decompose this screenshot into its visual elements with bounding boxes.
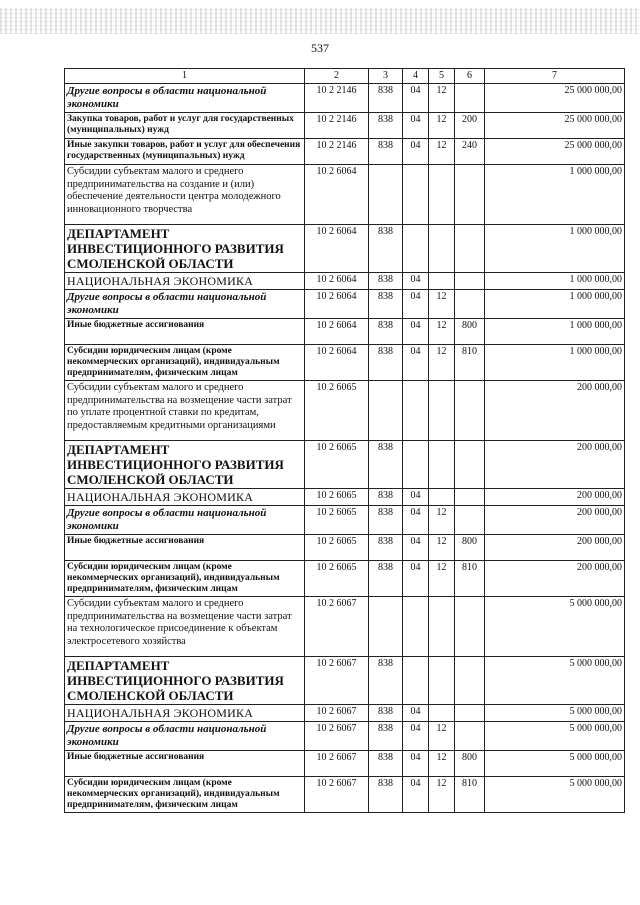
row-amount-cell: 1 000 000,00 <box>485 273 625 290</box>
row-expense-type-cell: 810 <box>455 777 485 813</box>
row-code-cell: 10 2 6067 <box>305 597 369 657</box>
row-admin-cell: 838 <box>369 506 403 535</box>
row-name-cell: НАЦИОНАЛЬНАЯ ЭКОНОМИКА <box>65 489 305 506</box>
row-amount-cell: 200 000,00 <box>485 535 625 561</box>
row-amount-cell: 200 000,00 <box>485 489 625 506</box>
row-admin-cell: 838 <box>369 84 403 113</box>
row-subsection-cell <box>429 597 455 657</box>
row-name-cell: Субсидии юридическим лицам (кроме некоммерческих организаций), индивидуальным предпринимателям, физическим лицам <box>65 345 305 381</box>
row-subsection-cell <box>429 489 455 506</box>
table-row <box>65 705 625 722</box>
row-name-cell: Закупка товаров, работ и услуг для государственных (муниципальных) нужд <box>65 113 305 139</box>
row-expense-type-cell <box>455 489 485 506</box>
row-amount-cell: 25 000 000,00 <box>485 113 625 139</box>
row-amount-cell: 200 000,00 <box>485 561 625 597</box>
header-cell: 5 <box>429 69 455 84</box>
row-amount-cell: 200 000,00 <box>485 381 625 441</box>
row-amount-cell: 1 000 000,00 <box>485 319 625 345</box>
row-admin-cell: 838 <box>369 751 403 777</box>
row-subsection-cell: 12 <box>429 84 455 113</box>
row-expense-type-cell <box>455 597 485 657</box>
row-section-cell: 04 <box>403 319 429 345</box>
header-cell: 3 <box>369 69 403 84</box>
row-expense-type-cell <box>455 225 485 273</box>
row-admin-cell: 838 <box>369 777 403 813</box>
row-name-cell: Другие вопросы в области национальной экономики <box>65 84 305 113</box>
table-row <box>65 441 625 489</box>
row-section-cell: 04 <box>403 139 429 165</box>
row-amount-cell: 5 000 000,00 <box>485 751 625 777</box>
row-section-cell: 04 <box>403 751 429 777</box>
row-code-cell: 10 2 6067 <box>305 751 369 777</box>
row-code-cell: 10 2 6064 <box>305 319 369 345</box>
row-admin-cell: 838 <box>369 273 403 290</box>
table-row <box>65 657 625 705</box>
row-expense-type-cell: 200 <box>455 113 485 139</box>
table-row <box>65 722 625 751</box>
row-amount-cell: 5 000 000,00 <box>485 777 625 813</box>
row-code-cell: 10 2 6065 <box>305 506 369 535</box>
row-code-cell: 10 2 6067 <box>305 657 369 705</box>
row-subsection-cell <box>429 381 455 441</box>
table-row <box>65 751 625 777</box>
row-subsection-cell: 12 <box>429 290 455 319</box>
row-section-cell: 04 <box>403 535 429 561</box>
header-cell: 2 <box>305 69 369 84</box>
row-subsection-cell: 12 <box>429 139 455 165</box>
row-section-cell <box>403 657 429 705</box>
row-section-cell: 04 <box>403 722 429 751</box>
row-amount-cell: 25 000 000,00 <box>485 84 625 113</box>
table-row <box>65 777 625 813</box>
row-admin-cell: 838 <box>369 319 403 345</box>
header-cell: 1 <box>65 69 305 84</box>
table-row <box>65 165 625 225</box>
row-subsection-cell <box>429 165 455 225</box>
table-row <box>65 113 625 139</box>
row-amount-cell: 5 000 000,00 <box>485 705 625 722</box>
row-expense-type-cell <box>455 84 485 113</box>
row-code-cell: 10 2 6065 <box>305 489 369 506</box>
table-row <box>65 535 625 561</box>
row-subsection-cell <box>429 705 455 722</box>
row-section-cell <box>403 441 429 489</box>
row-amount-cell: 1 000 000,00 <box>485 225 625 273</box>
row-name-cell: Субсидии юридическим лицам (кроме некоммерческих организаций), индивидуальным предпринимателям, физическим лицам <box>65 777 305 813</box>
row-amount-cell: 25 000 000,00 <box>485 139 625 165</box>
row-admin-cell: 838 <box>369 657 403 705</box>
row-code-cell: 10 2 2146 <box>305 139 369 165</box>
row-subsection-cell: 12 <box>429 319 455 345</box>
row-admin-cell <box>369 165 403 225</box>
row-expense-type-cell <box>455 290 485 319</box>
row-code-cell: 10 2 2146 <box>305 84 369 113</box>
row-expense-type-cell <box>455 506 485 535</box>
table-row <box>65 489 625 506</box>
row-code-cell: 10 2 6064 <box>305 345 369 381</box>
row-admin-cell: 838 <box>369 705 403 722</box>
row-expense-type-cell <box>455 441 485 489</box>
row-code-cell: 10 2 6065 <box>305 561 369 597</box>
row-amount-cell: 5 000 000,00 <box>485 657 625 705</box>
page-number: 537 <box>311 41 329 55</box>
row-section-cell: 04 <box>403 489 429 506</box>
row-section-cell: 04 <box>403 113 429 139</box>
header-cell: 7 <box>485 69 625 84</box>
table-row <box>65 381 625 441</box>
row-expense-type-cell <box>455 657 485 705</box>
header-cell: 6 <box>455 69 485 84</box>
row-name-cell: НАЦИОНАЛЬНАЯ ЭКОНОМИКА <box>65 273 305 290</box>
row-subsection-cell: 12 <box>429 751 455 777</box>
row-name-cell: Другие вопросы в области национальной экономики <box>65 506 305 535</box>
row-expense-type-cell: 240 <box>455 139 485 165</box>
row-subsection-cell <box>429 273 455 290</box>
row-subsection-cell <box>429 441 455 489</box>
row-subsection-cell: 12 <box>429 722 455 751</box>
row-section-cell <box>403 597 429 657</box>
row-code-cell: 10 2 6065 <box>305 441 369 489</box>
row-amount-cell: 200 000,00 <box>485 506 625 535</box>
row-name-cell: НАЦИОНАЛЬНАЯ ЭКОНОМИКА <box>65 705 305 722</box>
budget-table <box>64 68 625 813</box>
row-name-cell: Субсидии субъектам малого и среднего предпринимательства на возмещение части затрат по уплате процентной ставки по кредитам, предоставляемым кредитными организациями <box>65 381 305 441</box>
row-name-cell: Другие вопросы в области национальной экономики <box>65 722 305 751</box>
row-expense-type-cell <box>455 165 485 225</box>
row-name-cell: ДЕПАРТАМЕНТ ИНВЕСТИЦИОННОГО РАЗВИТИЯ СМОЛЕНСКОЙ ОБЛАСТИ <box>65 441 305 489</box>
row-expense-type-cell: 800 <box>455 751 485 777</box>
row-admin-cell: 838 <box>369 489 403 506</box>
row-section-cell: 04 <box>403 561 429 597</box>
row-code-cell: 10 2 6067 <box>305 777 369 813</box>
row-amount-cell: 5 000 000,00 <box>485 597 625 657</box>
row-code-cell: 10 2 6067 <box>305 722 369 751</box>
row-section-cell: 04 <box>403 273 429 290</box>
row-name-cell: Другие вопросы в области национальной экономики <box>65 290 305 319</box>
row-section-cell: 04 <box>403 777 429 813</box>
row-section-cell: 04 <box>403 290 429 319</box>
row-code-cell: 10 2 6065 <box>305 381 369 441</box>
table-row <box>65 290 625 319</box>
row-section-cell <box>403 165 429 225</box>
row-expense-type-cell: 810 <box>455 561 485 597</box>
table-row <box>65 345 625 381</box>
row-expense-type-cell: 800 <box>455 535 485 561</box>
row-name-cell: ДЕПАРТАМЕНТ ИНВЕСТИЦИОННОГО РАЗВИТИЯ СМОЛЕНСКОЙ ОБЛАСТИ <box>65 225 305 273</box>
row-admin-cell: 838 <box>369 290 403 319</box>
row-code-cell: 10 2 6065 <box>305 535 369 561</box>
row-expense-type-cell <box>455 722 485 751</box>
row-expense-type-cell <box>455 273 485 290</box>
row-name-cell: Иные бюджетные ассигнования <box>65 751 305 777</box>
row-expense-type-cell: 810 <box>455 345 485 381</box>
row-code-cell: 10 2 6064 <box>305 165 369 225</box>
row-name-cell: Субсидии субъектам малого и среднего предпринимательства на создание и (или) обеспечение деятельности центра молодежного инновационного творчества <box>65 165 305 225</box>
row-amount-cell: 5 000 000,00 <box>485 722 625 751</box>
table-row <box>65 319 625 345</box>
row-admin-cell: 838 <box>369 535 403 561</box>
row-amount-cell: 1 000 000,00 <box>485 345 625 381</box>
row-name-cell: Иные закупки товаров, работ и услуг для обеспечения государственных (муниципальных) нужд <box>65 139 305 165</box>
table-row <box>65 506 625 535</box>
row-subsection-cell: 12 <box>429 535 455 561</box>
row-expense-type-cell: 800 <box>455 319 485 345</box>
row-admin-cell: 838 <box>369 561 403 597</box>
table-row <box>65 139 625 165</box>
row-expense-type-cell <box>455 381 485 441</box>
table-row <box>65 84 625 113</box>
row-admin-cell: 838 <box>369 722 403 751</box>
row-admin-cell: 838 <box>369 345 403 381</box>
row-code-cell: 10 2 6064 <box>305 273 369 290</box>
row-section-cell <box>403 381 429 441</box>
row-subsection-cell: 12 <box>429 561 455 597</box>
row-name-cell: Субсидии субъектам малого и среднего предпринимательства на возмещение части затрат на технологическое присоединение к объектам электросетевого хозяйства <box>65 597 305 657</box>
row-code-cell: 10 2 6064 <box>305 225 369 273</box>
row-section-cell: 04 <box>403 345 429 381</box>
row-admin-cell: 838 <box>369 113 403 139</box>
row-subsection-cell: 12 <box>429 345 455 381</box>
row-admin-cell: 838 <box>369 225 403 273</box>
row-name-cell: ДЕПАРТАМЕНТ ИНВЕСТИЦИОННОГО РАЗВИТИЯ СМОЛЕНСКОЙ ОБЛАСТИ <box>65 657 305 705</box>
row-section-cell: 04 <box>403 84 429 113</box>
table-row <box>65 273 625 290</box>
row-subsection-cell <box>429 657 455 705</box>
row-section-cell: 04 <box>403 506 429 535</box>
row-amount-cell: 1 000 000,00 <box>485 165 625 225</box>
row-code-cell: 10 2 2146 <box>305 113 369 139</box>
row-code-cell: 10 2 6067 <box>305 705 369 722</box>
row-subsection-cell: 12 <box>429 113 455 139</box>
row-admin-cell <box>369 597 403 657</box>
header-row <box>65 69 625 84</box>
row-name-cell: Субсидии юридическим лицам (кроме некоммерческих организаций), индивидуальным предпринимателям, физическим лицам <box>65 561 305 597</box>
table-row <box>65 597 625 657</box>
row-amount-cell: 1 000 000,00 <box>485 290 625 319</box>
row-admin-cell: 838 <box>369 441 403 489</box>
row-amount-cell: 200 000,00 <box>485 441 625 489</box>
row-subsection-cell <box>429 225 455 273</box>
row-admin-cell <box>369 381 403 441</box>
row-code-cell: 10 2 6064 <box>305 290 369 319</box>
header-cell: 4 <box>403 69 429 84</box>
scan-noise-band <box>0 8 640 34</box>
row-expense-type-cell <box>455 705 485 722</box>
row-subsection-cell: 12 <box>429 777 455 813</box>
row-section-cell: 04 <box>403 705 429 722</box>
table-row <box>65 225 625 273</box>
row-section-cell <box>403 225 429 273</box>
row-name-cell: Иные бюджетные ассигнования <box>65 535 305 561</box>
row-admin-cell: 838 <box>369 139 403 165</box>
table-row <box>65 561 625 597</box>
row-subsection-cell: 12 <box>429 506 455 535</box>
row-name-cell: Иные бюджетные ассигнования <box>65 319 305 345</box>
